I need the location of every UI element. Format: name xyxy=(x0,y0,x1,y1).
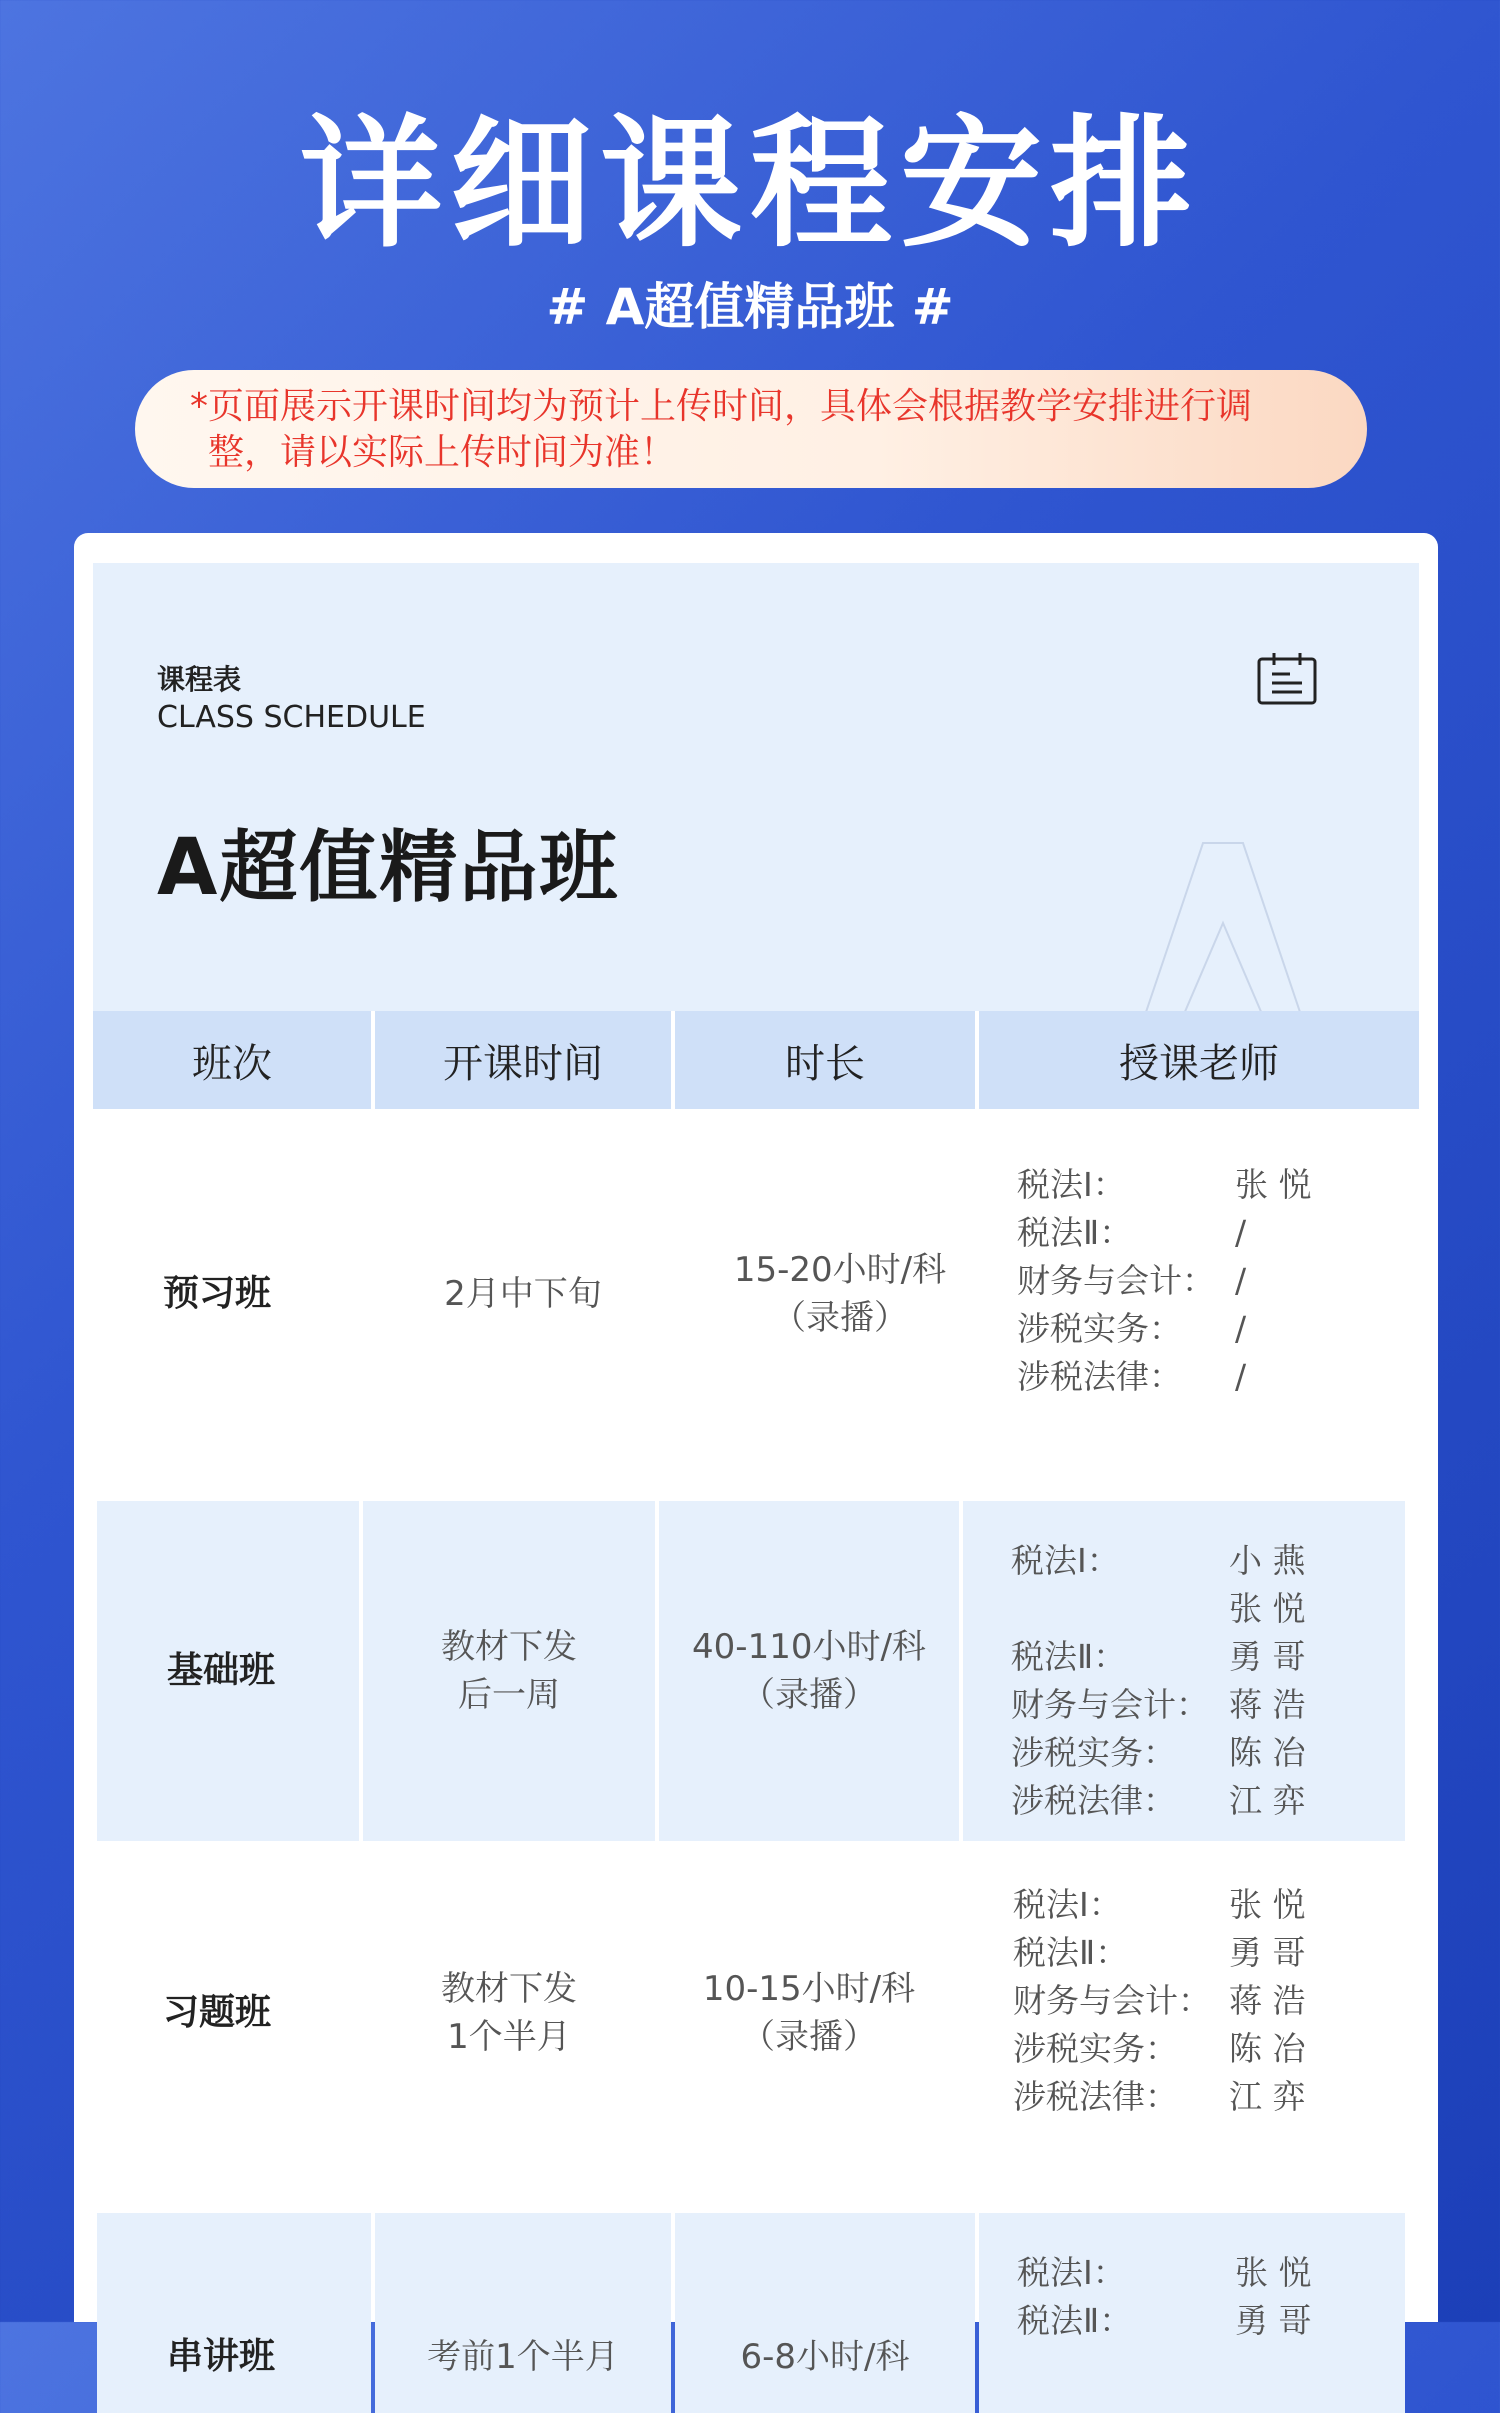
start-time: 教材下发 xyxy=(441,1627,577,1667)
notice-banner xyxy=(135,370,1367,488)
class-name: 基础班 xyxy=(97,1501,359,1841)
column-header: 时长 xyxy=(675,1011,975,1109)
class-name: 预习班 xyxy=(163,1273,272,1314)
schedule-label-en: CLASS SCHEDULE xyxy=(157,700,426,735)
class-name: 习题班 xyxy=(163,1992,272,2033)
teacher-list xyxy=(979,1109,1419,1479)
start-time: 考前1个半月 xyxy=(375,2213,671,2413)
subject-label: 涉税实务： xyxy=(1013,2029,1178,2068)
subject-label: 税法Ⅰ： xyxy=(1011,1541,1120,1580)
teacher-name: 勇 哥 xyxy=(1235,2301,1312,2340)
table-header xyxy=(93,1011,1419,1109)
teacher-name: / xyxy=(1235,1309,1247,1348)
column-header: 开课时间 xyxy=(375,1011,671,1109)
start-time-line-2: 1个半月 xyxy=(447,2017,571,2057)
teacher-name: 陈 冶 xyxy=(1229,2029,1306,2068)
duration-note: （录播） xyxy=(741,1675,877,1715)
teacher-name: 小 燕 xyxy=(1229,1541,1306,1580)
subject-label: 财务与会计： xyxy=(1011,1685,1209,1724)
subject-label: 税法Ⅰ： xyxy=(1017,2253,1126,2292)
duration: 6-8小时/科 xyxy=(675,2213,975,2413)
page-title: 详细课程安排 xyxy=(300,102,1200,267)
duration-cell xyxy=(659,1843,959,2213)
letter-a-watermark-icon xyxy=(1133,833,1313,1023)
table-row xyxy=(93,1843,1419,2213)
subject-label: 税法Ⅰ： xyxy=(1017,1165,1126,1204)
calendar-icon xyxy=(1256,650,1318,706)
subject-label: 税法Ⅰ： xyxy=(1013,1885,1122,1924)
subject-label: 税法Ⅱ： xyxy=(1013,1933,1129,1972)
teacher-list xyxy=(963,1501,1405,1841)
duration-cell xyxy=(659,1501,959,1841)
teacher-name: 江 弈 xyxy=(1229,1781,1306,1820)
class-name: 串讲班 xyxy=(97,2213,371,2413)
teacher-name: 张 悦 xyxy=(1229,1589,1306,1628)
start-time: 2月中下旬 xyxy=(444,1274,602,1314)
subject-label: 涉税法律： xyxy=(1017,1357,1182,1396)
subject-label: 涉税实务： xyxy=(1017,1309,1182,1348)
subject-label: 税法Ⅱ： xyxy=(1017,1213,1133,1252)
teacher-list xyxy=(979,2213,1405,2413)
teacher-list xyxy=(963,1843,1405,2213)
class-title: A超值精品班 xyxy=(157,823,620,913)
subject-label: 涉税法律： xyxy=(1013,2077,1178,2116)
duration-note: （录播） xyxy=(772,1298,908,1338)
teacher-name: / xyxy=(1235,1261,1247,1300)
subject-label: 税法Ⅱ： xyxy=(1017,2301,1133,2340)
duration: 40-110小时/科 xyxy=(692,1627,926,1667)
card-header xyxy=(93,563,1419,1011)
teacher-name: / xyxy=(1235,1213,1247,1252)
start-time-line-2: 后一周 xyxy=(458,1675,560,1715)
start-time-cell xyxy=(363,1843,655,2213)
duration: 15-20小时/科 xyxy=(733,1250,947,1290)
page-subtitle: # A超值精品班 # xyxy=(546,278,954,336)
duration: 10-15小时/科 xyxy=(702,1969,916,2009)
teacher-name: 江 弈 xyxy=(1229,2077,1306,2116)
teacher-name: 勇 哥 xyxy=(1229,1637,1306,1676)
table-row xyxy=(93,1501,1419,1841)
notice-line-2: 整，请以实际上传时间为准！ xyxy=(208,432,677,473)
table-row xyxy=(93,2213,1419,2413)
teacher-name: 张 悦 xyxy=(1229,1885,1306,1924)
schedule-card xyxy=(74,533,1438,2377)
duration-cell xyxy=(675,1109,1005,1479)
column-header: 授课老师 xyxy=(979,1011,1419,1109)
subject-label: 财务与会计： xyxy=(1017,1261,1215,1300)
teacher-name: 蒋 浩 xyxy=(1229,1981,1306,2020)
teacher-name: 勇 哥 xyxy=(1229,1933,1306,1972)
schedule-label-cn: 课程表 xyxy=(157,663,242,696)
teacher-name: 张 悦 xyxy=(1235,1165,1312,1204)
start-time-cell xyxy=(363,1501,655,1841)
duration-note: （录播） xyxy=(741,2017,877,2057)
column-header: 班次 xyxy=(93,1011,371,1109)
teacher-name: 蒋 浩 xyxy=(1229,1685,1306,1724)
subject-label: 税法Ⅱ： xyxy=(1011,1637,1127,1676)
subject-label: 财务与会计： xyxy=(1013,1981,1211,2020)
notice-line-1: *页面展示开课时间均为预计上传时间，具体会根据教学安排进行调 xyxy=(190,386,1253,427)
subject-label: 涉税实务： xyxy=(1011,1733,1176,1772)
start-time: 教材下发 xyxy=(441,1969,577,2009)
teacher-name: 陈 冶 xyxy=(1229,1733,1306,1772)
teacher-name: 张 悦 xyxy=(1235,2253,1312,2292)
table-row xyxy=(93,1109,1419,1479)
teacher-name: / xyxy=(1235,1357,1247,1396)
subject-label: 涉税法律： xyxy=(1011,1781,1176,1820)
